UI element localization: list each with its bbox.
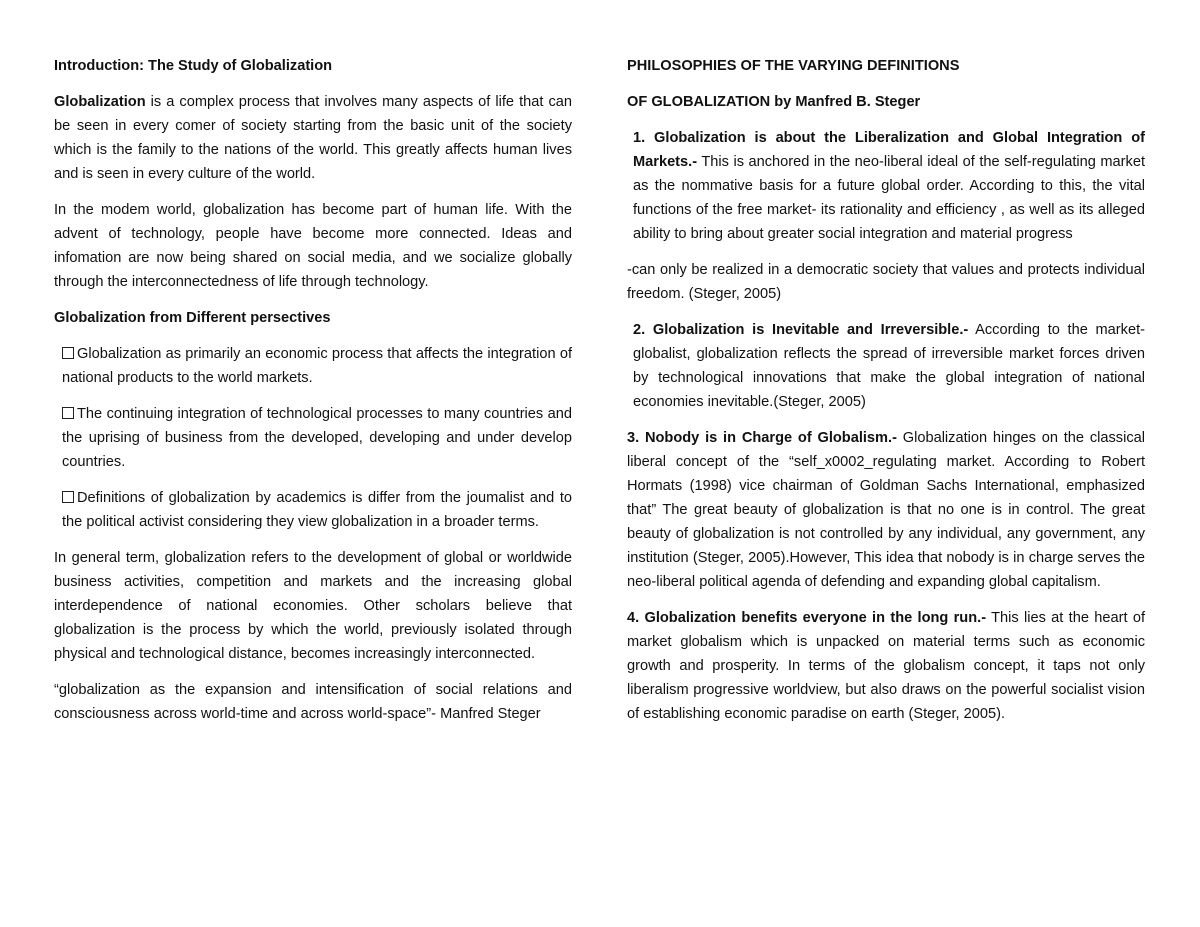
philosophy-item-2 bbox=[627, 318, 1145, 414]
philosophy-lead: 1. Globalization is about the Liberalization and Global Integration of Markets.- bbox=[633, 130, 1145, 170]
bullet-item bbox=[54, 486, 572, 534]
philosophy-text: This lies at the heart of market globalism which is unpacked on material terms such as economic growth and prosperity. In terms of the globalism concept, it taps not only liberalism progressive worldview, but also draws on the powerful socialist vision of establishing economic paradise on earth (Steger, 2005). bbox=[627, 610, 1145, 722]
philosophy-text: According to the market-globalist, globalization reflects the spread of irreversible market forces driven by technological innovations that make the global integration of national economies inevitable.(Steger, 2005) bbox=[633, 322, 1145, 410]
checkbox-icon bbox=[62, 491, 74, 503]
bullet-item bbox=[54, 342, 572, 390]
philosophy-item-4 bbox=[627, 606, 1145, 726]
intro-paragraph bbox=[54, 90, 572, 186]
philosophy-item-1-continued bbox=[627, 258, 1145, 306]
intro-title: Introduction: The Study of Globalization bbox=[54, 58, 333, 74]
philosophy-lead: 3. Nobody is in Charge of Globalism.- bbox=[627, 430, 897, 446]
right-column bbox=[627, 54, 1145, 738]
checkbox-icon bbox=[62, 347, 74, 359]
philosophy-lead: 2. Globalization is Inevitable and Irreversible.- bbox=[633, 322, 969, 338]
bullet-text: Globalization as primarily an economic process that affects the integration of national products to the world markets. bbox=[62, 346, 572, 386]
bullet-text: The continuing integration of technological processes to many countries and the uprising of business from the developed, developing and under develop countries. bbox=[62, 406, 572, 470]
philosophy-text: This is anchored in the neo-liberal ideal of the self-regulating market as the nommative basis for a future global order. According to this, the vital functions of the free market- its rationality and efficiency , as well as its alleged ability to bring about greater social integration and material progress bbox=[633, 154, 1145, 242]
philosophy-lead: 4. Globalization benefits everyone in the long run.- bbox=[627, 610, 987, 626]
modern-world-paragraph: In the modem world, globalization has become part of human life. With the advent of technology, people have become more connected. Ideas and infomation are now being shared on social media, and we socialize globally through the interconnectedness of life through technology. bbox=[54, 202, 572, 290]
philosophies-title-line1: PHILOSOPHIES OF THE VARYING DEFINITIONS bbox=[627, 58, 960, 74]
steger-quote: “globalization as the expansion and intensification of social relations and consciousness across world-time and across world-space”- Manfred Steger bbox=[54, 682, 572, 722]
intro-lead: Globalization bbox=[54, 94, 146, 110]
general-term-paragraph: In general term, globalization refers to the development of global or worldwide business activities, competition and markets and the increasing global interdependence of national economies. Other scholars believe that globalization is the process by which the world, previously isolated through physical and technological distance, becomes increasingly interconnected. bbox=[54, 550, 572, 662]
philosophies-title-line2: OF GLOBALIZATION by Manfred B. Steger bbox=[627, 94, 921, 110]
philosophy-text: Globalization hinges on the classical liberal concept of the “self_x0002_regulating market. According to Robert Hormats (1998) vice chairman of Goldman Sachs International, emphasized that” The great beauty of globalization is that no one is in control. The great beauty of globalization is not controlled by any individual, any government, any institution (Steger, 2005).However, This idea that nobody is in charge serves the neo-liberal political agenda of defending and expanding global capitalism. bbox=[627, 430, 1145, 590]
bullet-item bbox=[54, 402, 572, 474]
philosophy-item-1 bbox=[627, 126, 1145, 246]
left-column bbox=[54, 54, 572, 738]
intro-text: is a complex process that involves many aspects of life that can be seen in every comer of society starting from the basic unit of the society which is the family to the nations of the world. This greatly affects human lives and is seen in every culture of the world. bbox=[54, 94, 572, 182]
philosophy-text: -can only be realized in a democratic society that values and protects individual freedom. (Steger, 2005) bbox=[627, 262, 1145, 302]
checkbox-icon bbox=[62, 407, 74, 419]
bullet-text: Definitions of globalization by academics is differ from the joumalist and to the political activist considering they view globalization in a broader terms. bbox=[62, 490, 572, 530]
philosophy-item-3 bbox=[627, 426, 1145, 594]
perspectives-title: Globalization from Different persectives bbox=[54, 310, 331, 326]
